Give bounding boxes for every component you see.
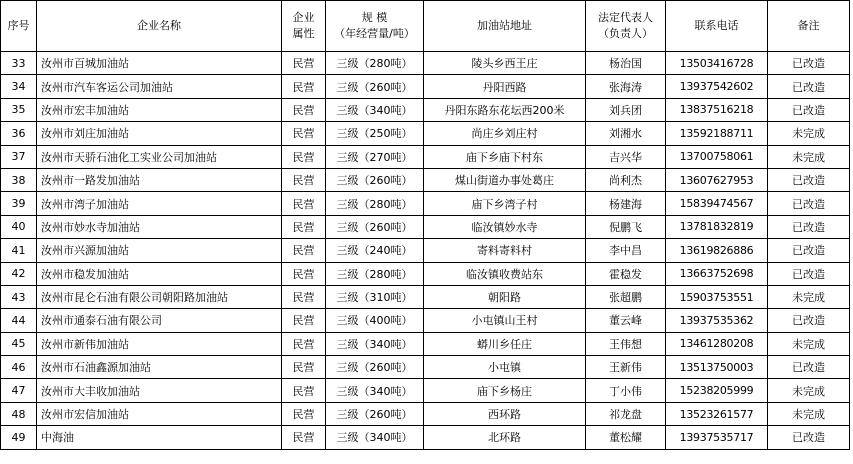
header-scale bbox=[326, 1, 424, 52]
cell-note: 已改造 bbox=[768, 168, 850, 191]
cell-rep: 倪鹏飞 bbox=[586, 215, 666, 238]
table-row bbox=[1, 98, 850, 121]
cell-name: 汝州市兴源加油站 bbox=[37, 239, 282, 262]
cell-seq: 44 bbox=[1, 309, 37, 332]
cell-seq: 34 bbox=[1, 75, 37, 98]
cell-seq: 33 bbox=[1, 52, 37, 75]
cell-rep: 李中昌 bbox=[586, 239, 666, 262]
cell-seq: 40 bbox=[1, 215, 37, 238]
cell-name: 汝州市妙水寺加油站 bbox=[37, 215, 282, 238]
cell-note: 未完成 bbox=[768, 379, 850, 402]
cell-type: 民营 bbox=[282, 145, 326, 168]
cell-phone: 15903753551 bbox=[666, 285, 768, 308]
cell-scale: 三级（260吨） bbox=[326, 215, 424, 238]
cell-scale: 三级（340吨） bbox=[326, 98, 424, 121]
cell-seq: 41 bbox=[1, 239, 37, 262]
cell-seq: 46 bbox=[1, 356, 37, 379]
cell-name: 汝州市百城加油站 bbox=[37, 52, 282, 75]
cell-rep: 张海涛 bbox=[586, 75, 666, 98]
cell-note: 已改造 bbox=[768, 356, 850, 379]
cell-type: 民营 bbox=[282, 309, 326, 332]
cell-name: 中海油 bbox=[37, 426, 282, 449]
cell-phone: 15238205999 bbox=[666, 379, 768, 402]
header-type bbox=[282, 1, 326, 52]
cell-rep: 刘湘水 bbox=[586, 122, 666, 145]
header-type-line2: 属性 bbox=[292, 27, 315, 40]
cell-scale: 三级（280吨） bbox=[326, 52, 424, 75]
cell-address: 尚庄乡刘庄村 bbox=[424, 122, 586, 145]
table-row bbox=[1, 145, 850, 168]
cell-phone: 13607627953 bbox=[666, 168, 768, 191]
table-row bbox=[1, 285, 850, 308]
cell-scale: 三级（240吨） bbox=[326, 239, 424, 262]
cell-rep: 刘兵团 bbox=[586, 98, 666, 121]
cell-type: 民营 bbox=[282, 98, 326, 121]
cell-note: 未完成 bbox=[768, 285, 850, 308]
cell-address: 西环路 bbox=[424, 402, 586, 425]
cell-address: 朝阳路 bbox=[424, 285, 586, 308]
header-rep bbox=[586, 1, 666, 52]
table-body bbox=[1, 52, 850, 450]
cell-rep: 霍稳发 bbox=[586, 262, 666, 285]
cell-name: 汝州市昆仑石油有限公司朝阳路加油站 bbox=[37, 285, 282, 308]
table-row bbox=[1, 168, 850, 191]
cell-type: 民营 bbox=[282, 356, 326, 379]
cell-rep: 张超鹏 bbox=[586, 285, 666, 308]
cell-note: 已改造 bbox=[768, 239, 850, 262]
cell-name: 汝州市通泰石油有限公司 bbox=[37, 309, 282, 332]
cell-address: 北环路 bbox=[424, 426, 586, 449]
header-scale-line1: 规 模 bbox=[361, 11, 388, 24]
table-row bbox=[1, 192, 850, 215]
cell-rep: 丁小伟 bbox=[586, 379, 666, 402]
cell-phone: 13663752698 bbox=[666, 262, 768, 285]
cell-scale: 三级（340吨） bbox=[326, 426, 424, 449]
cell-note: 已改造 bbox=[768, 52, 850, 75]
cell-rep: 杨治国 bbox=[586, 52, 666, 75]
cell-type: 民营 bbox=[282, 402, 326, 425]
cell-name: 汝州市大丰收加油站 bbox=[37, 379, 282, 402]
cell-note: 已改造 bbox=[768, 75, 850, 98]
cell-scale: 三级（260吨） bbox=[326, 75, 424, 98]
cell-address: 丹阳东路东花坛西200米 bbox=[424, 98, 586, 121]
cell-seq: 47 bbox=[1, 379, 37, 402]
header-address: 加油站地址 bbox=[424, 1, 586, 52]
cell-address: 陵头乡西王庄 bbox=[424, 52, 586, 75]
cell-name: 汝州市宏信加油站 bbox=[37, 402, 282, 425]
cell-note: 已改造 bbox=[768, 192, 850, 215]
cell-scale: 三级（310吨） bbox=[326, 285, 424, 308]
table-row bbox=[1, 402, 850, 425]
cell-note: 已改造 bbox=[768, 309, 850, 332]
cell-seq: 48 bbox=[1, 402, 37, 425]
cell-address: 庙下乡庙下村东 bbox=[424, 145, 586, 168]
cell-name: 汝州市宏丰加油站 bbox=[37, 98, 282, 121]
header-row bbox=[1, 1, 850, 52]
cell-note: 已改造 bbox=[768, 426, 850, 449]
cell-scale: 三级（280吨） bbox=[326, 262, 424, 285]
cell-name: 汝州市天骄石油化工实业公司加油站 bbox=[37, 145, 282, 168]
cell-phone: 13937542602 bbox=[666, 75, 768, 98]
cell-type: 民营 bbox=[282, 192, 326, 215]
cell-address: 小屯镇 bbox=[424, 356, 586, 379]
cell-phone: 13837516218 bbox=[666, 98, 768, 121]
cell-name: 汝州市新伟加油站 bbox=[37, 332, 282, 355]
cell-address: 庙下乡湾子村 bbox=[424, 192, 586, 215]
table-row bbox=[1, 122, 850, 145]
cell-type: 民营 bbox=[282, 168, 326, 191]
cell-seq: 43 bbox=[1, 285, 37, 308]
table-row bbox=[1, 356, 850, 379]
table-row bbox=[1, 309, 850, 332]
cell-seq: 38 bbox=[1, 168, 37, 191]
cell-rep: 祁龙盘 bbox=[586, 402, 666, 425]
cell-phone: 13937535717 bbox=[666, 426, 768, 449]
cell-type: 民营 bbox=[282, 215, 326, 238]
cell-phone: 13781832819 bbox=[666, 215, 768, 238]
cell-type: 民营 bbox=[282, 75, 326, 98]
cell-type: 民营 bbox=[282, 426, 326, 449]
table-row bbox=[1, 239, 850, 262]
cell-phone: 13513750003 bbox=[666, 356, 768, 379]
cell-rep: 董松耀 bbox=[586, 426, 666, 449]
cell-note: 已改造 bbox=[768, 262, 850, 285]
cell-name: 汝州市汽车客运公司加油站 bbox=[37, 75, 282, 98]
cell-address: 寄料寄料村 bbox=[424, 239, 586, 262]
cell-rep: 王伟想 bbox=[586, 332, 666, 355]
cell-seq: 45 bbox=[1, 332, 37, 355]
cell-type: 民营 bbox=[282, 285, 326, 308]
table-row bbox=[1, 426, 850, 449]
cell-type: 民营 bbox=[282, 262, 326, 285]
cell-name: 汝州市石油鑫源加油站 bbox=[37, 356, 282, 379]
header-seq: 序号 bbox=[1, 1, 37, 52]
cell-name: 汝州市湾子加油站 bbox=[37, 192, 282, 215]
cell-scale: 三级（280吨） bbox=[326, 192, 424, 215]
cell-rep: 吉兴华 bbox=[586, 145, 666, 168]
cell-address: 临汝镇妙水寺 bbox=[424, 215, 586, 238]
cell-scale: 三级（270吨） bbox=[326, 145, 424, 168]
cell-name: 汝州市稳发加油站 bbox=[37, 262, 282, 285]
cell-phone: 13700758061 bbox=[666, 145, 768, 168]
cell-name: 汝州市刘庄加油站 bbox=[37, 122, 282, 145]
table-row bbox=[1, 52, 850, 75]
cell-note: 未完成 bbox=[768, 332, 850, 355]
cell-type: 民营 bbox=[282, 122, 326, 145]
header-name: 企业名称 bbox=[37, 1, 282, 52]
header-rep-line2: （负责人） bbox=[598, 27, 653, 40]
cell-scale: 三级（400吨） bbox=[326, 309, 424, 332]
cell-note: 已改造 bbox=[768, 215, 850, 238]
table-row bbox=[1, 379, 850, 402]
cell-scale: 三级（340吨） bbox=[326, 379, 424, 402]
cell-type: 民营 bbox=[282, 52, 326, 75]
cell-scale: 三级（260吨） bbox=[326, 356, 424, 379]
cell-seq: 36 bbox=[1, 122, 37, 145]
cell-rep: 尚利杰 bbox=[586, 168, 666, 191]
cell-note: 未完成 bbox=[768, 402, 850, 425]
cell-address: 蟒川乡任庄 bbox=[424, 332, 586, 355]
header-phone: 联系电话 bbox=[666, 1, 768, 52]
cell-scale: 三级（260吨） bbox=[326, 402, 424, 425]
header-note: 备注 bbox=[768, 1, 850, 52]
cell-address: 小屯镇山王村 bbox=[424, 309, 586, 332]
cell-name: 汝州市一路发加油站 bbox=[37, 168, 282, 191]
table-row bbox=[1, 262, 850, 285]
cell-phone: 13523261577 bbox=[666, 402, 768, 425]
cell-seq: 35 bbox=[1, 98, 37, 121]
table-row bbox=[1, 332, 850, 355]
table-row bbox=[1, 215, 850, 238]
cell-note: 未完成 bbox=[768, 122, 850, 145]
cell-scale: 三级（250吨） bbox=[326, 122, 424, 145]
cell-address: 煤山街道办事处葛庄 bbox=[424, 168, 586, 191]
cell-phone: 13592188711 bbox=[666, 122, 768, 145]
table-row bbox=[1, 75, 850, 98]
header-type-line1: 企业 bbox=[292, 11, 315, 24]
cell-address: 庙下乡杨庄 bbox=[424, 379, 586, 402]
cell-phone: 13619826886 bbox=[666, 239, 768, 262]
cell-address: 临汝镇收费站东 bbox=[424, 262, 586, 285]
cell-seq: 39 bbox=[1, 192, 37, 215]
cell-seq: 42 bbox=[1, 262, 37, 285]
cell-seq: 49 bbox=[1, 426, 37, 449]
header-scale-line2: （年经营量/吨） bbox=[334, 27, 415, 40]
cell-rep: 王新伟 bbox=[586, 356, 666, 379]
cell-scale: 三级（260吨） bbox=[326, 168, 424, 191]
cell-type: 民营 bbox=[282, 379, 326, 402]
header-rep-line1: 法定代表人 bbox=[598, 11, 653, 24]
cell-type: 民营 bbox=[282, 239, 326, 262]
cell-note: 未完成 bbox=[768, 145, 850, 168]
cell-scale: 三级（340吨） bbox=[326, 332, 424, 355]
cell-phone: 13937535362 bbox=[666, 309, 768, 332]
cell-phone: 13503416728 bbox=[666, 52, 768, 75]
cell-note: 已改造 bbox=[768, 98, 850, 121]
cell-phone: 15839474567 bbox=[666, 192, 768, 215]
cell-type: 民营 bbox=[282, 332, 326, 355]
cell-address: 丹阳西路 bbox=[424, 75, 586, 98]
cell-seq: 37 bbox=[1, 145, 37, 168]
cell-phone: 13461280208 bbox=[666, 332, 768, 355]
cell-rep: 杨建海 bbox=[586, 192, 666, 215]
cell-rep: 董云峰 bbox=[586, 309, 666, 332]
